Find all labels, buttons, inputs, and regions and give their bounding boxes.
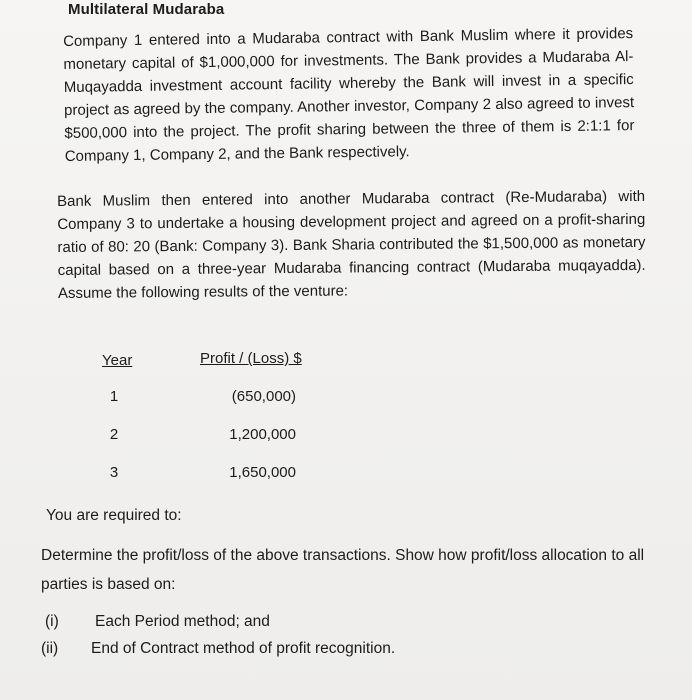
required-label: You are required to: [46,507,182,524]
table-cell-year: 3 [109,464,119,481]
table-cell-year: 1 [109,388,119,405]
list-item [45,613,270,631]
table-cell-year: 2 [109,426,119,443]
document-heading: Multilateral Mudaraba [68,1,225,18]
table-cell-profit: (650,000) [231,388,296,405]
list-item-number: (i) [45,613,59,630]
paragraph-task: Determine the profit/loss of the above transactions. Show how profit/loss allocation to all parties is based on: [41,547,645,593]
table-cell-profit: 1,650,000 [229,464,296,481]
table-cell-profit: 1,200,000 [229,426,296,443]
list-item-text: End of Contract method of profit recognition. [91,640,396,657]
list-item-text: Each Period method; and [95,613,270,630]
table-row [98,388,358,410]
list-item-number: (ii) [41,640,59,657]
table-row [98,464,358,486]
list-item [41,640,395,658]
table-header-profit: Profit / (Loss) $ [200,350,302,367]
paragraph-re-mudaraba: Bank Muslim then entered into another Mudaraba contract (Re-Mudaraba) with Company 3 to undertake a housing development project and agreed on a profit-sharing ratio of 80: 20 (Bank: Company 3). Bank Sharia contributed the $1,500,000 as monetary capital based on a three-year Mudaraba financing contract (Mudaraba muqayadda). Assume the following results of the venture: [57,187,646,302]
table-row [98,426,358,448]
table-header-year: Year [102,352,133,369]
paragraph-company-mudaraba: Company 1 entered into a Mudaraba contract with Bank Muslim where it provides monetary capital of $1,000,000 for investments. The Bank provides a Mudaraba Al-Muqayadda investment account facility whereby the Bank will invest in a specific project as agreed by the company. Another investor, Company 2 also agreed to invest $500,000 into the project. The profit sharing between the three of them is 2:1:1 for Company 1, Company 2, and the Bank respectively. [63,25,635,165]
